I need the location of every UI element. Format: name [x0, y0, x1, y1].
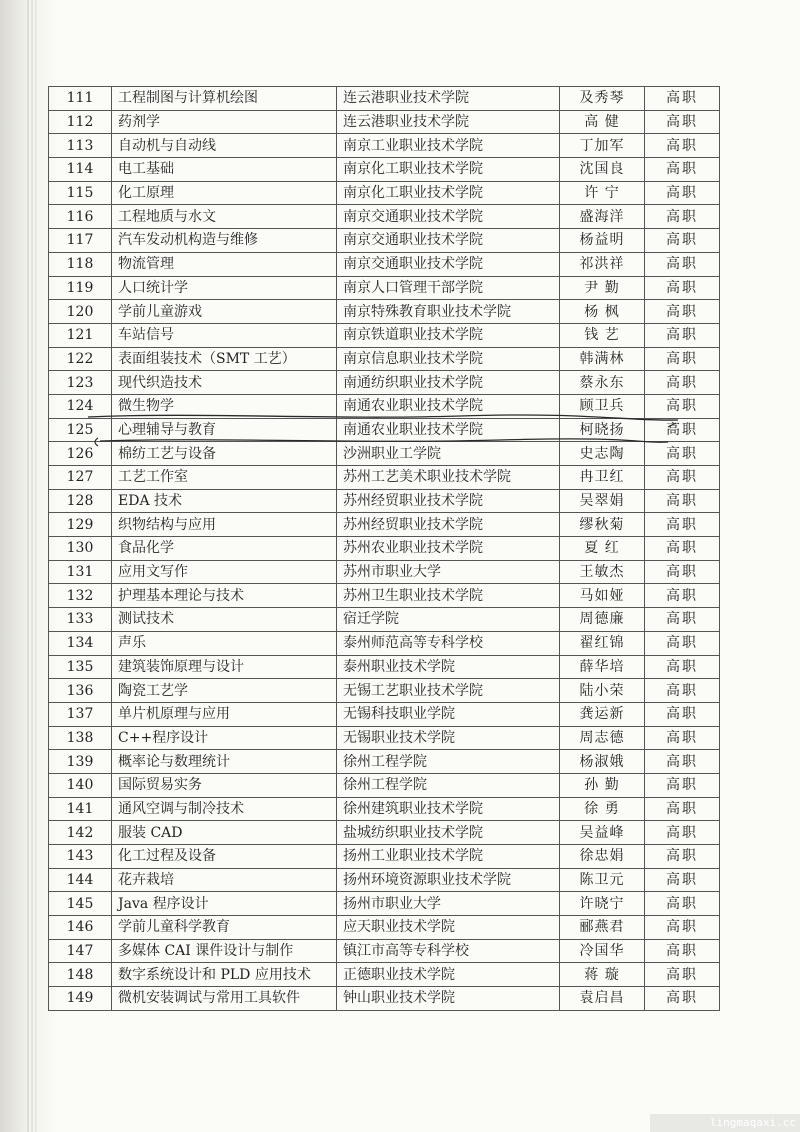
lead-person-cell: 翟红锦 — [560, 631, 645, 655]
course-name-cell: 物流管理 — [112, 252, 337, 276]
school-name-cell: 正德职业技术学院 — [337, 963, 560, 987]
row-number-cell: 111 — [49, 87, 112, 111]
school-name-cell: 苏州农业职业技术学院 — [337, 537, 560, 561]
education-level-cell: 高职 — [645, 750, 720, 774]
school-name-cell: 应天职业技术学院 — [337, 916, 560, 940]
school-name-cell: 南通农业职业技术学院 — [337, 418, 560, 442]
school-name-cell: 南京交通职业技术学院 — [337, 229, 560, 253]
lead-person-cell: 郦燕君 — [560, 916, 645, 940]
education-level-cell: 高职 — [645, 655, 720, 679]
table-row — [49, 679, 720, 703]
school-name-cell: 徐州工程学院 — [337, 773, 560, 797]
education-level-cell: 高职 — [645, 726, 720, 750]
education-level-cell: 高职 — [645, 916, 720, 940]
school-name-cell: 扬州市职业大学 — [337, 892, 560, 916]
table-row — [49, 87, 720, 111]
lead-person-cell: 史志陶 — [560, 442, 645, 466]
lead-person-cell: 高 健 — [560, 110, 645, 134]
row-number-cell: 118 — [49, 252, 112, 276]
row-number-cell: 141 — [49, 797, 112, 821]
lead-person-cell: 柯晓扬 — [560, 418, 645, 442]
table-row — [49, 726, 720, 750]
education-level-cell: 高职 — [645, 584, 720, 608]
table-row — [49, 560, 720, 584]
table-row — [49, 134, 720, 158]
school-name-cell: 无锡工艺职业技术学院 — [337, 679, 560, 703]
row-number-cell: 123 — [49, 371, 112, 395]
school-name-cell: 泰州师范高等专科学校 — [337, 631, 560, 655]
education-level-cell: 高职 — [645, 466, 720, 490]
course-name-cell: 人口统计学 — [112, 276, 337, 300]
lead-person-cell: 徐忠娟 — [560, 845, 645, 869]
course-name-cell: 花卉栽培 — [112, 868, 337, 892]
binding-edge-marks — [26, 0, 40, 1132]
lead-person-cell: 丁加军 — [560, 134, 645, 158]
school-name-cell: 无锡职业技术学院 — [337, 726, 560, 750]
table-row — [49, 608, 720, 632]
table-row — [49, 513, 720, 537]
row-number-cell: 149 — [49, 987, 112, 1011]
row-number-cell: 112 — [49, 110, 112, 134]
row-number-cell: 128 — [49, 489, 112, 513]
education-level-cell: 高职 — [645, 418, 720, 442]
table-row — [49, 797, 720, 821]
education-level-cell: 高职 — [645, 797, 720, 821]
table-row — [49, 276, 720, 300]
education-level-cell: 高职 — [645, 868, 720, 892]
table-row — [49, 537, 720, 561]
course-name-cell: Java 程序设计 — [112, 892, 337, 916]
course-name-cell: 通风空调与制冷技术 — [112, 797, 337, 821]
course-name-cell: 现代织造技术 — [112, 371, 337, 395]
education-level-cell: 高职 — [645, 229, 720, 253]
course-name-cell: 药剂学 — [112, 110, 337, 134]
row-number-cell: 147 — [49, 939, 112, 963]
lead-person-cell: 孙 勤 — [560, 773, 645, 797]
row-number-cell: 143 — [49, 845, 112, 869]
education-level-cell: 高职 — [645, 608, 720, 632]
course-name-cell: 学前儿童科学教育 — [112, 916, 337, 940]
school-name-cell: 徐州建筑职业技术学院 — [337, 797, 560, 821]
lead-person-cell: 陈卫元 — [560, 868, 645, 892]
course-name-cell: 服装 CAD — [112, 821, 337, 845]
row-number-cell: 124 — [49, 394, 112, 418]
lead-person-cell: 徐 勇 — [560, 797, 645, 821]
education-level-cell: 高职 — [645, 252, 720, 276]
school-name-cell: 宿迁学院 — [337, 608, 560, 632]
education-level-cell: 高职 — [645, 963, 720, 987]
table-row — [49, 371, 720, 395]
school-name-cell: 南京工业职业技术学院 — [337, 134, 560, 158]
row-number-cell: 134 — [49, 631, 112, 655]
education-level-cell: 高职 — [645, 205, 720, 229]
education-level-cell: 高职 — [645, 158, 720, 182]
row-number-cell: 125 — [49, 418, 112, 442]
lead-person-cell: 许晓宁 — [560, 892, 645, 916]
row-number-cell: 145 — [49, 892, 112, 916]
lead-person-cell: 吴翠娟 — [560, 489, 645, 513]
table-row — [49, 394, 720, 418]
course-roster-table — [48, 86, 720, 1011]
row-number-cell: 127 — [49, 466, 112, 490]
education-level-cell: 高职 — [645, 513, 720, 537]
school-name-cell: 苏州市职业大学 — [337, 560, 560, 584]
table-row — [49, 963, 720, 987]
education-level-cell: 高职 — [645, 679, 720, 703]
school-name-cell: 南京交通职业技术学院 — [337, 205, 560, 229]
education-level-cell: 高职 — [645, 939, 720, 963]
course-name-cell: 表面组装技术（SMT 工艺） — [112, 347, 337, 371]
course-name-cell: C++程序设计 — [112, 726, 337, 750]
education-level-cell: 高职 — [645, 394, 720, 418]
table-row — [49, 916, 720, 940]
school-name-cell: 苏州经贸职业技术学院 — [337, 513, 560, 537]
row-number-cell: 132 — [49, 584, 112, 608]
lead-person-cell: 蒋 璇 — [560, 963, 645, 987]
course-name-cell: 学前儿童游戏 — [112, 300, 337, 324]
lead-person-cell: 杨 枫 — [560, 300, 645, 324]
lead-person-cell: 蔡永东 — [560, 371, 645, 395]
table-row — [49, 584, 720, 608]
course-name-cell: 化工过程及设备 — [112, 845, 337, 869]
table-row — [49, 442, 720, 466]
lead-person-cell: 钱 艺 — [560, 323, 645, 347]
course-name-cell: 化工原理 — [112, 181, 337, 205]
school-name-cell: 南京化工职业技术学院 — [337, 181, 560, 205]
lead-person-cell: 尹 勤 — [560, 276, 645, 300]
education-level-cell: 高职 — [645, 845, 720, 869]
school-name-cell: 无锡科技职业学院 — [337, 702, 560, 726]
school-name-cell: 扬州环境资源职业技术学院 — [337, 868, 560, 892]
row-number-cell: 146 — [49, 916, 112, 940]
course-name-cell: 车站信号 — [112, 323, 337, 347]
school-name-cell: 连云港职业技术学院 — [337, 110, 560, 134]
lead-person-cell: 沈国良 — [560, 158, 645, 182]
course-name-cell: 微机安装调试与常用工具软件 — [112, 987, 337, 1011]
course-name-cell: 国际贸易实务 — [112, 773, 337, 797]
school-name-cell: 南京信息职业技术学院 — [337, 347, 560, 371]
lead-person-cell: 夏 红 — [560, 537, 645, 561]
table-row — [49, 252, 720, 276]
course-name-cell: 工程制图与计算机绘图 — [112, 87, 337, 111]
lead-person-cell: 杨淑娥 — [560, 750, 645, 774]
lead-person-cell: 韩满林 — [560, 347, 645, 371]
course-name-cell: 电工基础 — [112, 158, 337, 182]
lead-person-cell: 顾卫兵 — [560, 394, 645, 418]
table-row — [49, 868, 720, 892]
table-row — [49, 987, 720, 1011]
course-name-cell: 汽车发动机构造与维修 — [112, 229, 337, 253]
school-name-cell: 钟山职业技术学院 — [337, 987, 560, 1011]
table-row — [49, 655, 720, 679]
row-number-cell: 148 — [49, 963, 112, 987]
course-name-cell: 工艺工作室 — [112, 466, 337, 490]
lead-person-cell: 王敏杰 — [560, 560, 645, 584]
row-number-cell: 117 — [49, 229, 112, 253]
school-name-cell: 南京铁道职业技术学院 — [337, 323, 560, 347]
lead-person-cell: 及秀琴 — [560, 87, 645, 111]
table-row — [49, 489, 720, 513]
row-number-cell: 115 — [49, 181, 112, 205]
lead-person-cell: 龚运新 — [560, 702, 645, 726]
lead-person-cell: 杨益明 — [560, 229, 645, 253]
school-name-cell: 镇江市高等专科学校 — [337, 939, 560, 963]
table-row — [49, 110, 720, 134]
education-level-cell: 高职 — [645, 892, 720, 916]
course-name-cell: 陶瓷工艺学 — [112, 679, 337, 703]
lead-person-cell: 祁洪祥 — [560, 252, 645, 276]
course-name-cell: 数字系统设计和 PLD 应用技术 — [112, 963, 337, 987]
course-name-cell: 心理辅导与教育 — [112, 418, 337, 442]
watermark: lingmaqaxi.cc — [650, 1114, 800, 1132]
education-level-cell: 高职 — [645, 489, 720, 513]
course-name-cell: 自动机与自动线 — [112, 134, 337, 158]
education-level-cell: 高职 — [645, 110, 720, 134]
education-level-cell: 高职 — [645, 276, 720, 300]
education-level-cell: 高职 — [645, 87, 720, 111]
row-number-cell: 120 — [49, 300, 112, 324]
school-name-cell: 连云港职业技术学院 — [337, 87, 560, 111]
table-row — [49, 300, 720, 324]
table-row — [49, 845, 720, 869]
table-row — [49, 158, 720, 182]
course-name-cell: 单片机原理与应用 — [112, 702, 337, 726]
course-name-cell: 护理基本理论与技术 — [112, 584, 337, 608]
row-number-cell: 130 — [49, 537, 112, 561]
row-number-cell: 144 — [49, 868, 112, 892]
table-row — [49, 750, 720, 774]
school-name-cell: 徐州工程学院 — [337, 750, 560, 774]
course-name-cell: 测试技术 — [112, 608, 337, 632]
row-number-cell: 116 — [49, 205, 112, 229]
row-number-cell: 114 — [49, 158, 112, 182]
lead-person-cell: 袁启昌 — [560, 987, 645, 1011]
row-number-cell: 136 — [49, 679, 112, 703]
education-level-cell: 高职 — [645, 821, 720, 845]
lead-person-cell: 冉卫红 — [560, 466, 645, 490]
education-level-cell: 高职 — [645, 987, 720, 1011]
lead-person-cell: 陆小荣 — [560, 679, 645, 703]
row-number-cell: 133 — [49, 608, 112, 632]
row-number-cell: 137 — [49, 702, 112, 726]
table-row — [49, 323, 720, 347]
school-name-cell: 泰州职业技术学院 — [337, 655, 560, 679]
school-name-cell: 南通纺织职业技术学院 — [337, 371, 560, 395]
course-name-cell: 建筑装饰原理与设计 — [112, 655, 337, 679]
course-name-cell: 工程地质与水文 — [112, 205, 337, 229]
row-number-cell: 126 — [49, 442, 112, 466]
lead-person-cell: 周志德 — [560, 726, 645, 750]
education-level-cell: 高职 — [645, 442, 720, 466]
lead-person-cell: 吴益峰 — [560, 821, 645, 845]
education-level-cell: 高职 — [645, 323, 720, 347]
school-name-cell: 扬州工业职业技术学院 — [337, 845, 560, 869]
lead-person-cell: 许 宁 — [560, 181, 645, 205]
education-level-cell: 高职 — [645, 560, 720, 584]
school-name-cell: 南京人口管理干部学院 — [337, 276, 560, 300]
table-row — [49, 205, 720, 229]
course-name-cell: 织物结构与应用 — [112, 513, 337, 537]
education-level-cell: 高职 — [645, 702, 720, 726]
table-row — [49, 773, 720, 797]
school-name-cell: 南京交通职业技术学院 — [337, 252, 560, 276]
table-row — [49, 418, 720, 442]
school-name-cell: 沙洲职业工学院 — [337, 442, 560, 466]
school-name-cell: 盐城纺织职业技术学院 — [337, 821, 560, 845]
table-row — [49, 892, 720, 916]
row-number-cell: 113 — [49, 134, 112, 158]
row-number-cell: 121 — [49, 323, 112, 347]
school-name-cell: 南通农业职业技术学院 — [337, 394, 560, 418]
education-level-cell: 高职 — [645, 773, 720, 797]
row-number-cell: 131 — [49, 560, 112, 584]
school-name-cell: 苏州经贸职业技术学院 — [337, 489, 560, 513]
education-level-cell: 高职 — [645, 537, 720, 561]
row-number-cell: 142 — [49, 821, 112, 845]
school-name-cell: 南京化工职业技术学院 — [337, 158, 560, 182]
course-name-cell: EDA 技术 — [112, 489, 337, 513]
table-row — [49, 631, 720, 655]
lead-person-cell: 冷国华 — [560, 939, 645, 963]
education-level-cell: 高职 — [645, 134, 720, 158]
lead-person-cell: 盛海洋 — [560, 205, 645, 229]
table-row — [49, 821, 720, 845]
lead-person-cell: 周德廉 — [560, 608, 645, 632]
education-level-cell: 高职 — [645, 347, 720, 371]
table-row — [49, 939, 720, 963]
table-row — [49, 181, 720, 205]
course-name-cell: 微生物学 — [112, 394, 337, 418]
row-number-cell: 119 — [49, 276, 112, 300]
education-level-cell: 高职 — [645, 300, 720, 324]
row-number-cell: 139 — [49, 750, 112, 774]
row-number-cell: 122 — [49, 347, 112, 371]
lead-person-cell: 马如娅 — [560, 584, 645, 608]
education-level-cell: 高职 — [645, 631, 720, 655]
course-name-cell: 概率论与数理统计 — [112, 750, 337, 774]
education-level-cell: 高职 — [645, 181, 720, 205]
school-name-cell: 南京特殊教育职业技术学院 — [337, 300, 560, 324]
lead-person-cell: 薛华培 — [560, 655, 645, 679]
course-name-cell: 食品化学 — [112, 537, 337, 561]
row-number-cell: 129 — [49, 513, 112, 537]
course-name-cell: 声乐 — [112, 631, 337, 655]
roster-body — [49, 87, 720, 1011]
course-name-cell: 多媒体 CAI 课件设计与制作 — [112, 939, 337, 963]
lead-person-cell: 缪秋菊 — [560, 513, 645, 537]
row-number-cell: 140 — [49, 773, 112, 797]
table-row — [49, 466, 720, 490]
course-name-cell: 棉纺工艺与设备 — [112, 442, 337, 466]
education-level-cell: 高职 — [645, 371, 720, 395]
row-number-cell: 138 — [49, 726, 112, 750]
school-name-cell: 苏州卫生职业技术学院 — [337, 584, 560, 608]
table-row — [49, 702, 720, 726]
row-number-cell: 135 — [49, 655, 112, 679]
school-name-cell: 苏州工艺美术职业技术学院 — [337, 466, 560, 490]
table-row — [49, 347, 720, 371]
course-name-cell: 应用文写作 — [112, 560, 337, 584]
table-row — [49, 229, 720, 253]
